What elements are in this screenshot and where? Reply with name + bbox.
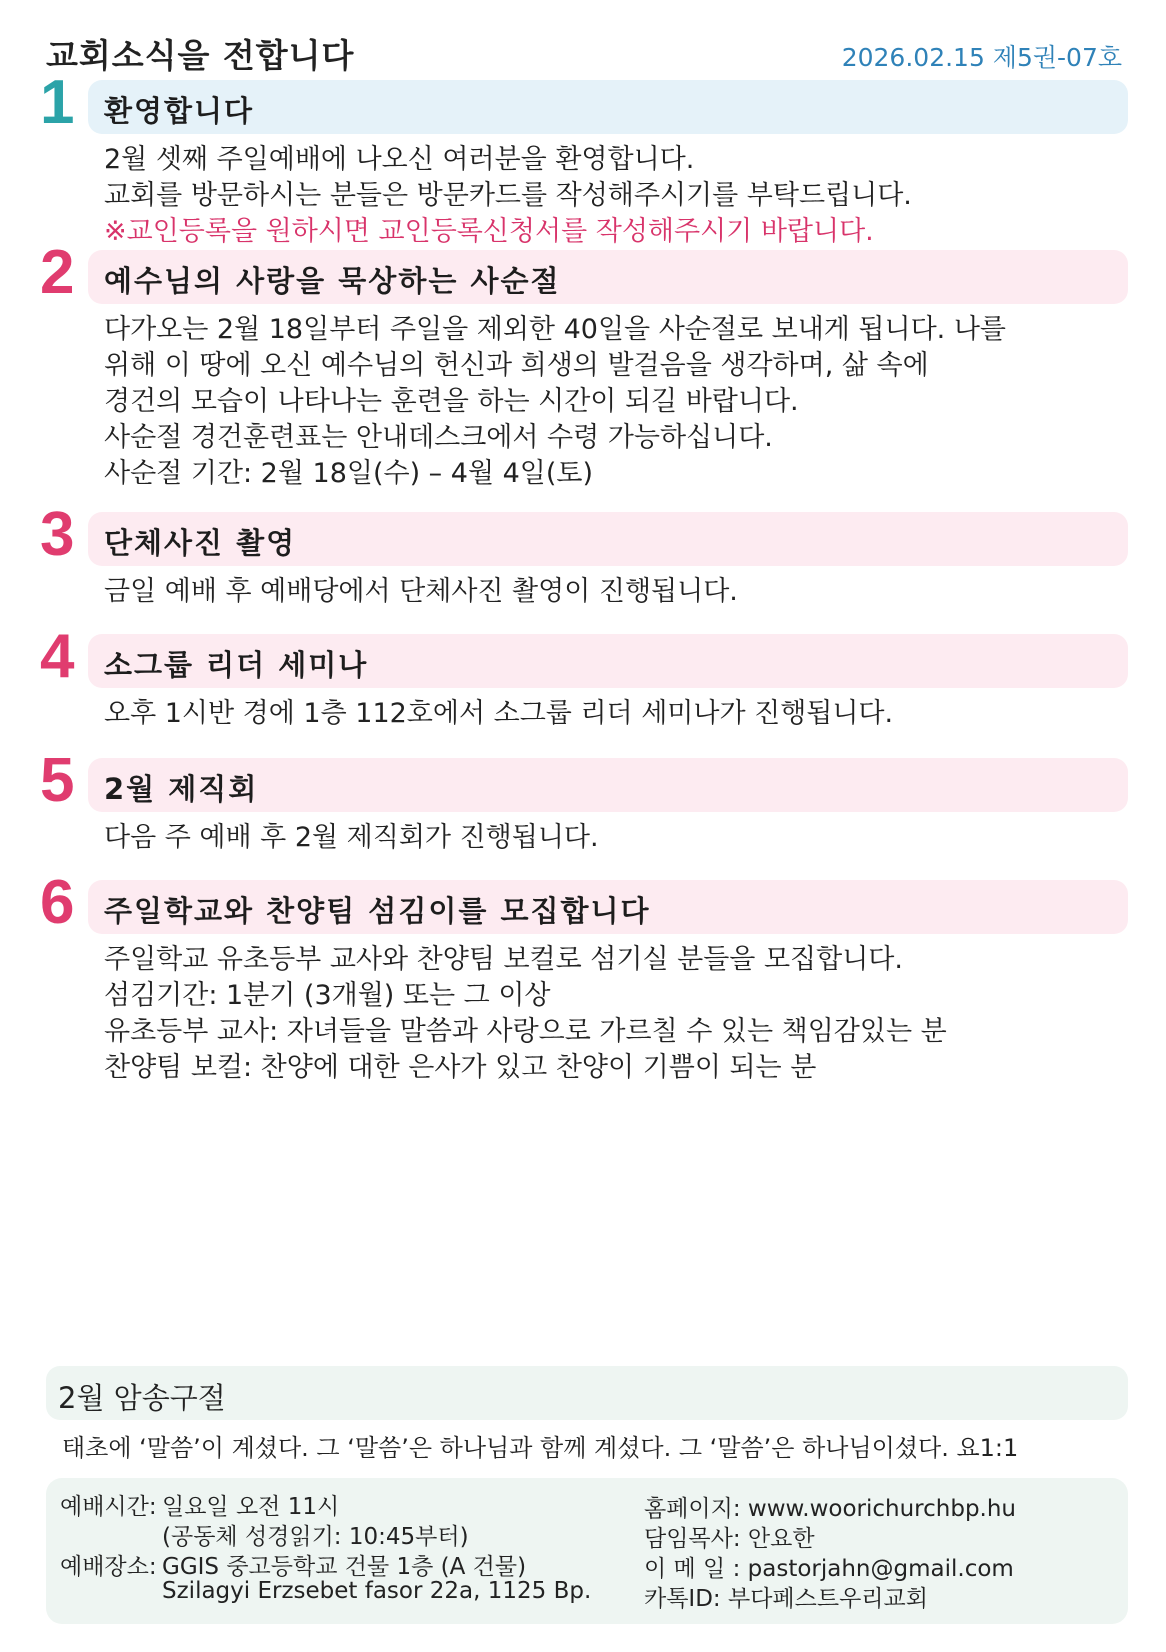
worship-time-label: 예배시간: bbox=[60, 1494, 157, 1520]
body-line: 2월 셋째 주일예배에 나오신 여러분을 환영합니다. bbox=[104, 144, 695, 175]
section-body bbox=[104, 820, 1114, 856]
body-line: 사순절 경건훈련표는 안내데스크에서 수령 가능하십니다. bbox=[104, 422, 773, 453]
section-title: 2월 제직회 bbox=[104, 772, 259, 806]
worship-address: Szilagyi Erzsebet fasor 22a, 1125 Bp. bbox=[162, 1578, 592, 1604]
issue-date: 2026.02.15 제5권-07호 bbox=[841, 43, 1122, 72]
section-title-bar bbox=[88, 250, 1128, 304]
section-number: 6 bbox=[40, 868, 75, 937]
section-title-bar bbox=[88, 512, 1128, 566]
body-line: 다음 주 예배 후 2월 제직회가 진행됩니다. bbox=[104, 822, 599, 853]
section-title: 예수님의 사랑을 묵상하는 사순절 bbox=[104, 264, 561, 298]
email-link[interactable]: 이 메 일 : pastorjahn@gmail.com bbox=[644, 1556, 1014, 1582]
registration-note: ※교인등록을 원하시면 교인등록신청서를 작성해주시기 바랍니다. bbox=[104, 216, 874, 247]
section-number: 4 bbox=[40, 622, 75, 691]
worship-time: 일요일 오전 11시 bbox=[162, 1494, 340, 1520]
homepage-link[interactable]: 홈페이지: www.woorichurchbp.hu bbox=[644, 1496, 1017, 1522]
section-title-bar bbox=[88, 880, 1128, 934]
body-line: 찬양팀 보컬: 찬양에 대한 은사가 있고 찬양이 기쁨이 되는 분 bbox=[104, 1052, 817, 1083]
section-body bbox=[104, 312, 1114, 492]
body-line: 유초등부 교사: 자녀들을 말씀과 사랑으로 가르칠 수 있는 책임감있는 분 bbox=[104, 1016, 947, 1047]
section-title: 단체사진 촬영 bbox=[104, 526, 297, 560]
section-number: 3 bbox=[40, 500, 75, 569]
section-title-bar bbox=[88, 758, 1128, 812]
section-number: 1 bbox=[40, 68, 75, 137]
section-body bbox=[104, 142, 1114, 250]
church-info-box bbox=[46, 1478, 1128, 1624]
worship-place: GGIS 중고등학교 건물 1층 (A 건물) bbox=[162, 1554, 527, 1580]
body-line: 사순절 기간: 2월 18일(수) – 4월 4일(토) bbox=[104, 458, 594, 489]
section-title-bar bbox=[88, 634, 1128, 688]
body-line: 위해 이 땅에 오신 예수님의 헌신과 희생의 발걸음을 생각하며, 삶 속에 bbox=[104, 350, 929, 381]
memory-verse-title: 2월 암송구절 bbox=[58, 1381, 226, 1415]
section-body bbox=[104, 942, 1114, 1086]
section-body bbox=[104, 574, 1114, 610]
body-line: 다가오는 2월 18일부터 주일을 제외한 40일을 사순절로 보내게 됩니다. 나를 bbox=[104, 314, 1007, 345]
body-line: 교회를 방문하시는 분들은 방문카드를 작성해주시기를 부탁드립니다. bbox=[104, 180, 912, 211]
worship-time-sub: (공동체 성경읽기: 10:45부터) bbox=[162, 1524, 469, 1550]
body-line: 금일 예배 후 예배당에서 단체사진 촬영이 진행됩니다. bbox=[104, 576, 738, 607]
pastor-name: 담임목사: 안요한 bbox=[644, 1526, 815, 1552]
body-line: 주일학교 유초등부 교사와 찬양팀 보컬로 섬기실 분들을 모집합니다. bbox=[104, 944, 903, 975]
page-title: 교회소식을 전합니다 bbox=[46, 36, 355, 75]
section-title-bar bbox=[88, 80, 1128, 134]
kakao-id: 카톡ID: 부다페스트우리교회 bbox=[644, 1586, 928, 1612]
memory-verse-text: 태초에 ‘말씀’이 계셨다. 그 ‘말씀’은 하나님과 함께 계셨다. 그 ‘말씀’은 하나님이셨다. 요1:1 bbox=[62, 1434, 1019, 1462]
section-title: 환영합니다 bbox=[104, 94, 255, 128]
body-line: 오후 1시반 경에 1층 112호에서 소그룹 리더 세미나가 진행됩니다. bbox=[104, 698, 894, 729]
section-title: 소그룹 리더 세미나 bbox=[104, 648, 369, 682]
section-body bbox=[104, 696, 1114, 732]
section-title: 주일학교와 찬양팀 섬김이를 모집합니다 bbox=[104, 894, 651, 928]
memory-verse-bar bbox=[46, 1366, 1128, 1420]
section-number: 2 bbox=[40, 238, 75, 307]
body-line: 섬김기간: 1분기 (3개월) 또는 그 이상 bbox=[104, 980, 551, 1011]
body-line: 경건의 모습이 나타나는 훈련을 하는 시간이 되길 바랍니다. bbox=[104, 386, 799, 417]
section-number: 5 bbox=[40, 746, 75, 815]
worship-place-label: 예배장소: bbox=[60, 1554, 157, 1580]
